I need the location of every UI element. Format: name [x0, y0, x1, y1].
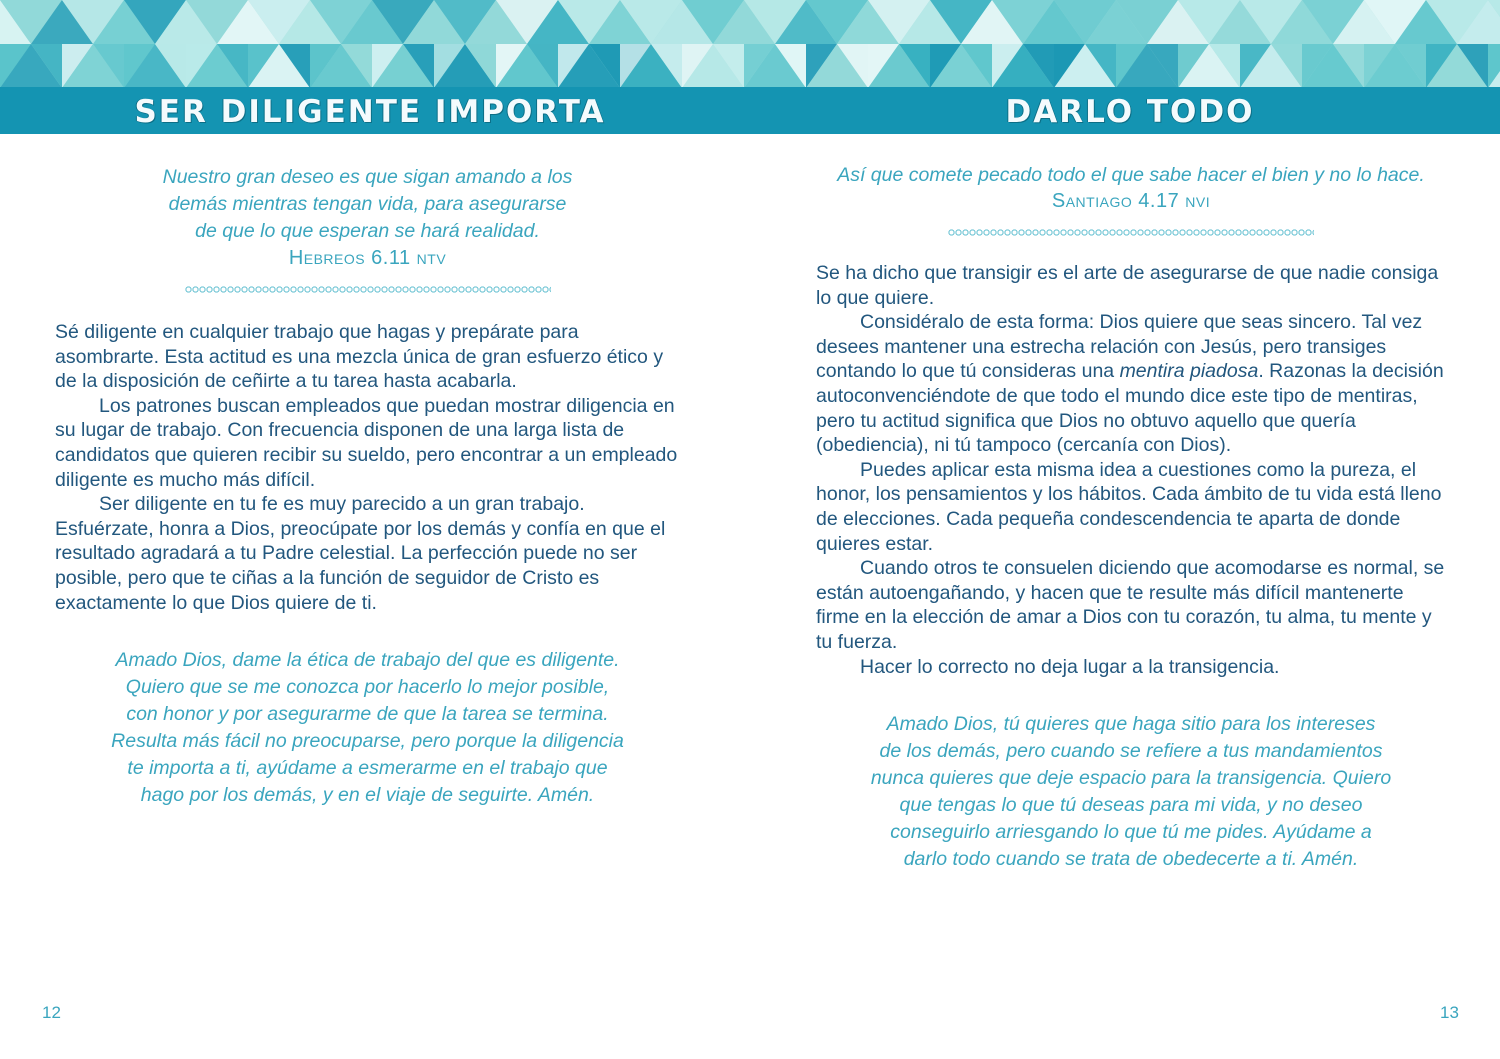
prayer-line: que tengas lo que tú deseas para mi vida, y no deseo: [899, 794, 1363, 817]
right-verse-reference: Santiago 4.17 nvi: [1051, 190, 1211, 212]
prayer-line: Amado Dios, tú quieres que haga sitio para los intereses: [886, 713, 1376, 736]
ornament-divider: [948, 227, 1314, 237]
verse-line: demás mientras tengan vida, para asegurarse: [168, 193, 567, 215]
paragraph: Cuando otros te consuelen diciendo que acomodarse es normal, se están autoengañando, y hacen que te resulte más difícil mantenerte firme en la elección de amar a Dios con tu corazón, tu alma, tu mente y tu fuerza.: [816, 557, 1445, 653]
prayer-line: te importa a ti, ayúdame a esmerarme en el trabajo que: [127, 757, 608, 780]
verse-line: de que lo que esperan se hará realidad.: [195, 220, 540, 242]
right-prayer: [816, 711, 1446, 873]
prayer-line: con honor y por asegurarme de que la tarea se termina.: [126, 703, 609, 726]
prayer-line: conseguirlo arriesgando lo que tú me pides. Ayúdame a: [890, 821, 1372, 844]
left-verse-reference: Hebreos 6.11 ntv: [288, 247, 447, 269]
left-page-title: SER DILIGENTE IMPORTA: [134, 94, 606, 130]
prayer-line: hago por los demás, y en el viaje de seguirte. Amén.: [140, 784, 595, 807]
paragraph-text: Considéralo de esta forma: Dios quiere que seas sincero. Tal vez desees mantener una estrecha relación con Jesús, pero transiges contando lo que tú consideras una: [816, 311, 1423, 383]
prayer-line: Resulta más fácil no preocuparse, pero porque la diligencia: [111, 730, 624, 753]
prayer-line: Quiero que se me conozca por hacerlo lo mejor posible,: [125, 676, 610, 699]
paragraph: Los patrones buscan empleados que puedan mostrar diligencia en su lugar de trabajo. Con frecuencia disponen de una larga lista de candidatos que quieren recibir su sueldo, pero encontrar a un empleado diligente es mucho más difícil.: [55, 394, 678, 491]
prayer-line: nunca quieres que deje espacio para la transigencia. Quiero: [870, 767, 1392, 790]
right-page-title: DARLO TODO: [1005, 94, 1255, 130]
prayer-line: darlo todo cuando se trata de obedecerte a ti. Amén.: [903, 848, 1359, 871]
right-page-number: 13: [1440, 1003, 1459, 1022]
paragraph: [816, 310, 1446, 458]
triangle-pattern-header: [0, 0, 1500, 88]
left-page-number: 12: [42, 1003, 61, 1022]
right-verse: [816, 162, 1446, 188]
paragraph: Sé diligente en cualquier trabajo que hagas y prepárate para asombrarte. Esta actitud es una mezcla única de gran esfuerzo ético y de la disposición de ceñirte a tu tarea hasta acabarla.: [55, 321, 664, 393]
left-prayer: [55, 647, 680, 809]
left-verse: [55, 164, 680, 245]
paragraph-text: . Razonas la decisión autoconvenciéndote de que todo el mundo dice este tipo de mentiras, pero tu actitud significa que Dios no obtuvo aquello que quería (obediencia), ni tú tampoco (cercanía con Dios).: [816, 360, 1444, 457]
paragraph: Hacer lo correcto no deja lugar a la transigencia.: [860, 655, 1280, 678]
verse-line: Así que comete pecado todo el que sabe hacer el bien y no lo hace.: [837, 164, 1425, 186]
paragraph: Puedes aplicar esta misma idea a cuestiones como la pureza, el honor, los pensamientos y los hábitos. Cada ámbito de tu vida está lleno de elecciones. Cada pequeña condescendencia te aparta de donde quieres estar.: [816, 458, 1442, 555]
prayer-line: de los demás, pero cuando se refiere a tus mandamientos: [879, 740, 1383, 763]
right-page: [816, 134, 1446, 1034]
verse-line: Nuestro gran deseo es que sigan amando a los: [162, 166, 573, 188]
ornament-divider: [185, 284, 551, 294]
title-band: [0, 87, 1500, 134]
paragraph: Ser diligente en tu fe es muy parecido a un gran trabajo. Esfuérzate, honra a Dios, preocúpate por los demás y confía en que el resultado agradará a tu Padre celestial. La perfección puede no ser posible, pero que te ciñas a la función de seguidor de Cristo es exactamente lo que Dios quiere de ti.: [55, 493, 666, 614]
left-page: [55, 134, 680, 1034]
emphasis-text: mentira piadosa: [1119, 360, 1259, 383]
right-body-text: [816, 261, 1446, 679]
prayer-line: Amado Dios, dame la ética de trabajo del que es diligente.: [115, 649, 620, 672]
paragraph: Se ha dicho que transigir es el arte de asegurarse de que nadie consiga lo que quiere.: [816, 262, 1439, 309]
left-body-text: [55, 320, 680, 615]
